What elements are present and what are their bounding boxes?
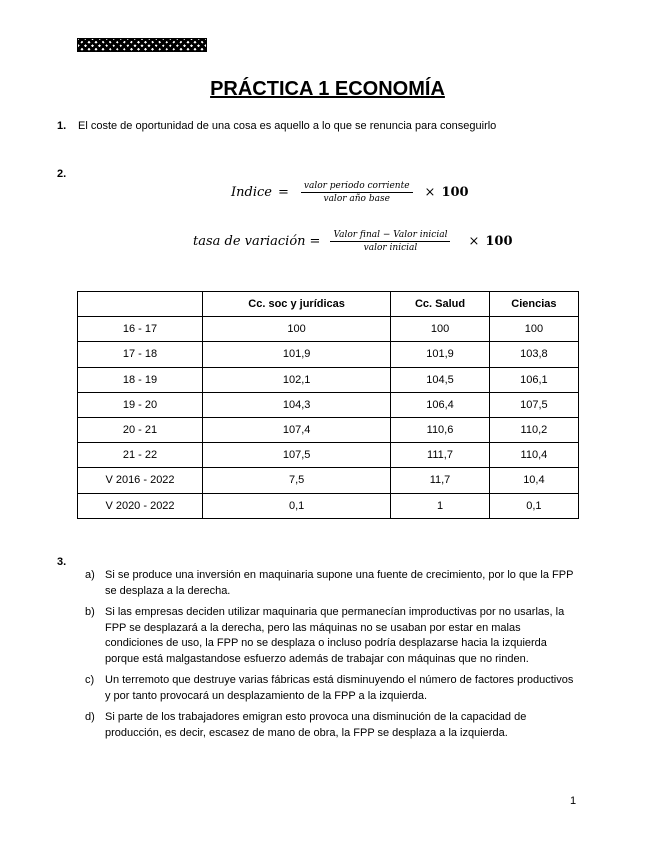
table-cell: 104,5	[391, 367, 490, 392]
table-cell: 21 - 22	[78, 443, 203, 468]
rate-formula-numerator: Valor final − Valor inicial	[330, 230, 450, 242]
index-formula-numerator: valor periodo corriente	[301, 181, 413, 193]
list-item-label: d)	[85, 711, 95, 723]
rate-formula-times: ×	[468, 234, 480, 249]
table-cell: 1	[391, 493, 490, 518]
table-header-row	[78, 292, 579, 317]
table-cell: 102,1	[203, 367, 391, 392]
rate-formula-factor: 100	[485, 234, 513, 249]
table-cell: 104,3	[203, 392, 391, 417]
table-cell: 107,5	[203, 443, 391, 468]
list-item	[85, 568, 580, 599]
list-item-text: Si parte de los trabajadores emigran esto provoca una disminución de la capacidad de producción, es decir, escasez de mano de obra, la FPP se desplaza a la izquierda.	[105, 711, 527, 739]
table-cell: 0,1	[203, 493, 391, 518]
table-header-cell: Cc. Salud	[391, 292, 490, 317]
index-formula-denominator: valor año base	[323, 194, 390, 204]
rate-formula	[193, 230, 513, 253]
table-row	[78, 443, 579, 468]
table-cell: 0,1	[489, 493, 578, 518]
index-formula-equals: =	[277, 185, 289, 200]
question-3-number: 3.	[57, 556, 67, 568]
list-item-text: Si se produce una inversión en maquinaria supone una fuente de crecimiento, por lo que la FPP se desplaza a la derecha.	[105, 569, 574, 597]
table-cell: V 2016 - 2022	[78, 468, 203, 493]
table-cell: 106,4	[391, 392, 490, 417]
list-item	[85, 673, 580, 704]
redacted-name-block	[77, 38, 207, 52]
rate-formula-denominator: valor inicial	[363, 243, 418, 253]
list-item-label: a)	[85, 569, 95, 581]
table-cell: 101,9	[203, 342, 391, 367]
list-item-text: Un terremoto que destruye varias fábricas está disminuyendo el número de factores productivos y por tanto provocará un desplazamiento de la FPP a la izquierda.	[105, 674, 574, 702]
index-formula-fraction	[301, 181, 413, 204]
table-cell: 110,6	[391, 417, 490, 442]
list-item-text: Si las empresas deciden utilizar maquinaria que permanecían improductivas por no usarlas, la FPP se desplazará a la derecha, pero las máquinas no se usaban por estar en malas condiciones de uso, la FPP no se desplaza o incluso podría desplazarse hacia la izquierda porque está malgastandose esfuerzo además de trabajar con máquinas que no rinden.	[105, 606, 565, 665]
table-row	[78, 392, 579, 417]
table-row	[78, 367, 579, 392]
table-cell: 7,5	[203, 468, 391, 493]
table-header-cell: Ciencias	[489, 292, 578, 317]
table-row	[78, 342, 579, 367]
rate-formula-fraction	[330, 230, 450, 253]
list-item	[85, 710, 580, 741]
table-header-cell	[78, 292, 203, 317]
table-cell: 111,7	[391, 443, 490, 468]
list-item-label: c)	[85, 674, 95, 686]
question-3-list	[85, 568, 580, 747]
table-cell: 103,8	[489, 342, 578, 367]
rate-formula-lhs: tasa de variación	[193, 234, 306, 249]
table-cell: 11,7	[391, 468, 490, 493]
index-formula-lhs: Indice	[231, 185, 272, 200]
index-formula-times: ×	[424, 185, 436, 200]
table-row	[78, 317, 579, 342]
table-cell: 107,4	[203, 417, 391, 442]
table-row	[78, 417, 579, 442]
table-cell: 101,9	[391, 342, 490, 367]
table-cell: 100	[203, 317, 391, 342]
question-1-text: El coste de oportunidad de una cosa es aquello a lo que se renuncia para conseguirlo	[78, 120, 497, 132]
table-row	[78, 468, 579, 493]
table-cell: 19 - 20	[78, 392, 203, 417]
table-cell: 100	[489, 317, 578, 342]
page-number: 1	[570, 795, 577, 807]
table-cell: 110,2	[489, 417, 578, 442]
table-cell: 10,4	[489, 468, 578, 493]
table-cell: 17 - 18	[78, 342, 203, 367]
page-title: PRÁCTICA 1 ECONOMÍA	[210, 78, 445, 100]
table-cell: 16 - 17	[78, 317, 203, 342]
table-row	[78, 493, 579, 518]
question-2-number: 2.	[57, 168, 67, 180]
rate-formula-equals: =	[309, 234, 321, 249]
table-cell: V 2020 - 2022	[78, 493, 203, 518]
list-item	[85, 605, 580, 667]
list-item-label: b)	[85, 606, 95, 618]
table-cell: 20 - 21	[78, 417, 203, 442]
table-cell: 107,5	[489, 392, 578, 417]
question-1-number: 1.	[57, 120, 67, 132]
table-cell: 110,4	[489, 443, 578, 468]
table-header-cell: Cc. soc y jurídicas	[203, 292, 391, 317]
table-cell: 106,1	[489, 367, 578, 392]
index-formula-factor: 100	[441, 185, 469, 200]
index-formula	[231, 181, 469, 204]
table-cell: 18 - 19	[78, 367, 203, 392]
index-table	[77, 291, 579, 519]
table-cell: 100	[391, 317, 490, 342]
